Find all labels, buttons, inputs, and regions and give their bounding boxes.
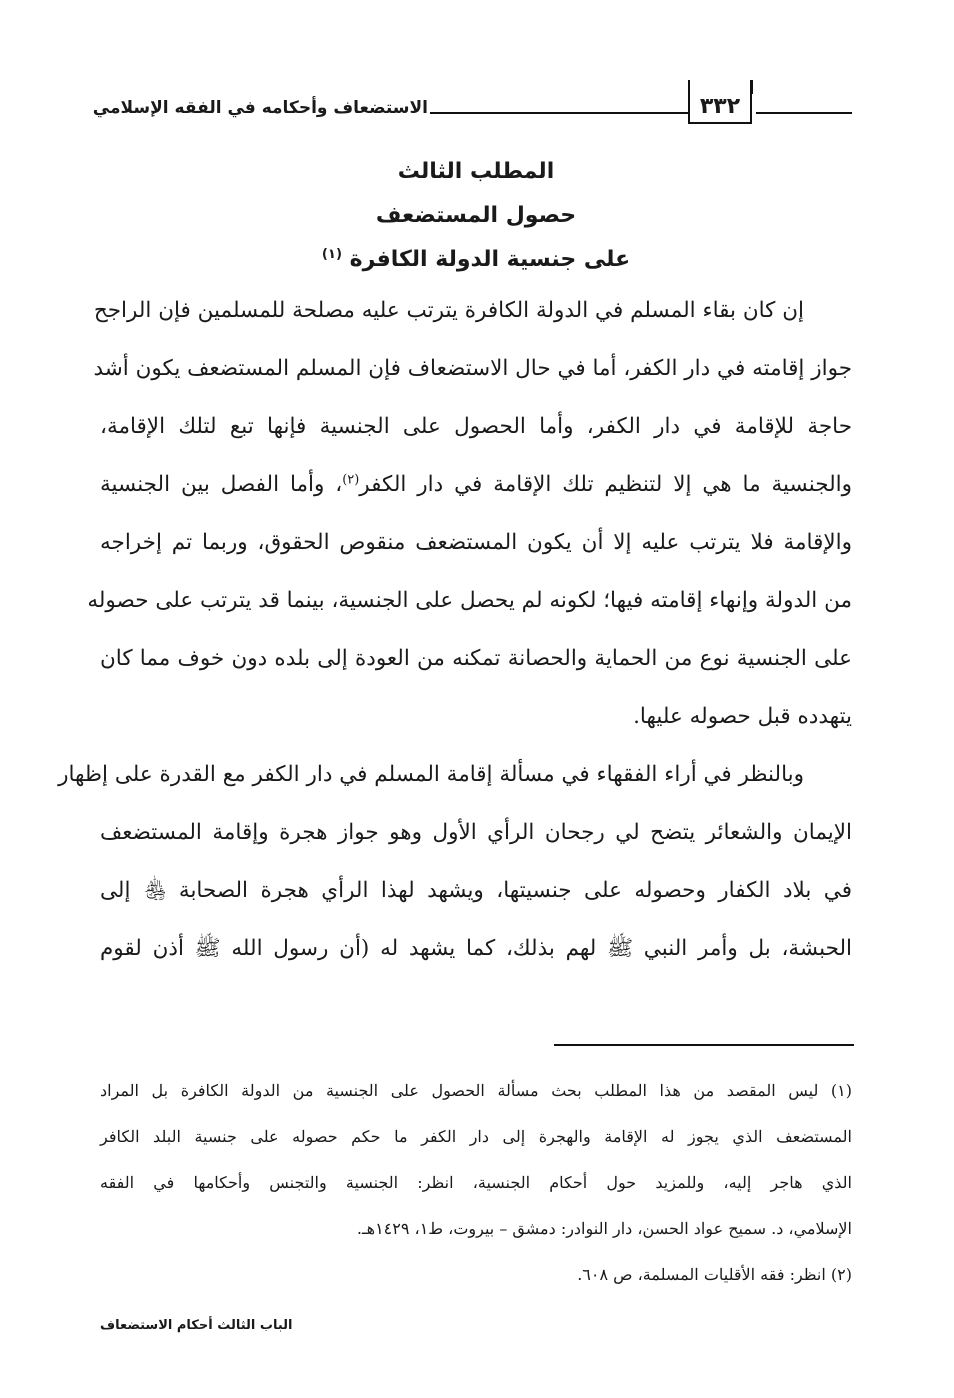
section-headings (100, 150, 852, 282)
text-line: في بلاد الكفار وحصوله على جنسيتها، ويشهد لهذا الرأي هجرة الصحابة ﵃ إلى (100, 878, 852, 903)
header-rule-right (756, 112, 852, 114)
text-line: من الدولة وإنهاء إقامته فيها؛ لكونه لم يحصل على الجنسية، بينما قد يترتب على حصوله (87, 588, 852, 613)
text-fragment: والجنسية ما هي إلا لتنظيم تلك الإقامة في دار الكفر (359, 472, 852, 497)
section-title-line-2 (100, 238, 852, 282)
paragraph-1 (87, 282, 852, 746)
footnote-line: المستضعف الذي يجوز له الإقامة والهجرة إلى دار الكفر ما حكم حصوله على جنسية البلد الكافر (100, 1127, 852, 1146)
page-number: ٣٣٢ (688, 94, 752, 124)
text-line: والإقامة فلا يترتب عليه إلا أن يكون المستضعف منقوص الحقوق، وربما تم إخراجه (100, 530, 852, 555)
section-title-text: على جنسية الدولة الكافرة (349, 247, 631, 272)
footnote-2: (٢) انظر: فقه الأقليات المسلمة، ص ٦٠٨. (577, 1265, 852, 1284)
body-text (58, 282, 852, 978)
text-line (100, 456, 852, 514)
text-line: وبالنظر في أراء الفقهاء في مسألة إقامة المسلم في دار الكفر مع القدرة على إظهار (58, 762, 804, 787)
text-line: جواز إقامته في دار الكفر، أما في حال الاستضعاف فإن المسلم المستضعف يكون أشد (93, 356, 852, 381)
chapter-footer: الباب الثالث أحكام الاستضعاف (100, 1318, 293, 1333)
section-title-line-1: حصول المستضعف (375, 203, 577, 228)
text-line: الإيمان والشعائر يتضح لي رجحان الرأي الأول وهو جواز هجرة وإقامة المستضعف (100, 820, 852, 845)
text-line: إن كان بقاء المسلم في الدولة الكافرة يترتب عليه مصلحة للمسلمين فإن الراجح (93, 298, 804, 323)
text-line: حاجة للإقامة في دار الكفر، وأما الحصول على الجنسية فإنها تبع لتلك الإقامة، (100, 414, 852, 439)
book-title: الاستضعاف وأحكامه في الفقه الإسلامي (92, 98, 428, 118)
running-header (92, 92, 852, 136)
header-rule-middle (430, 112, 688, 114)
footnote-line: الإسلامي، د. سميح عواد الحسن، دار النوادر: دمشق – بيروت، ط١، ١٤٢٩هـ. (356, 1219, 852, 1238)
footnote-line: الذي هاجر إليه، وللمزيد حول أحكام الجنسية، انظر: الجنسية والتجنس وأحكامها في الفقه (100, 1173, 852, 1192)
section-heading: المطلب الثالث (397, 159, 555, 184)
text-fragment: ، وأما الفصل بين الجنسية (100, 472, 343, 497)
footnote-line: (١) ليس المقصد من هذا المطلب بحث مسألة الحصول على الجنسية من الدولة الكافرة بل المراد (100, 1081, 852, 1100)
text-line: يتهدده قبل حصوله عليها. (633, 704, 852, 729)
footnote-1 (100, 1068, 852, 1252)
footnote-separator (554, 1044, 854, 1046)
text-line: على الجنسية نوع من الحماية والحصانة تمكنه من العودة إلى بلده دون خوف مما كان (100, 646, 852, 671)
footnote-ref-2: (٢) (342, 472, 360, 488)
text-line: الحبشة، بل وأمر النبي ﷺ لهم بذلك، كما يشهد له (أن رسول الله ﷺ أذن لقوم (100, 936, 852, 961)
footnote-ref-1: (١) (321, 247, 342, 263)
footnotes (100, 1068, 852, 1298)
paragraph-2 (58, 746, 852, 978)
